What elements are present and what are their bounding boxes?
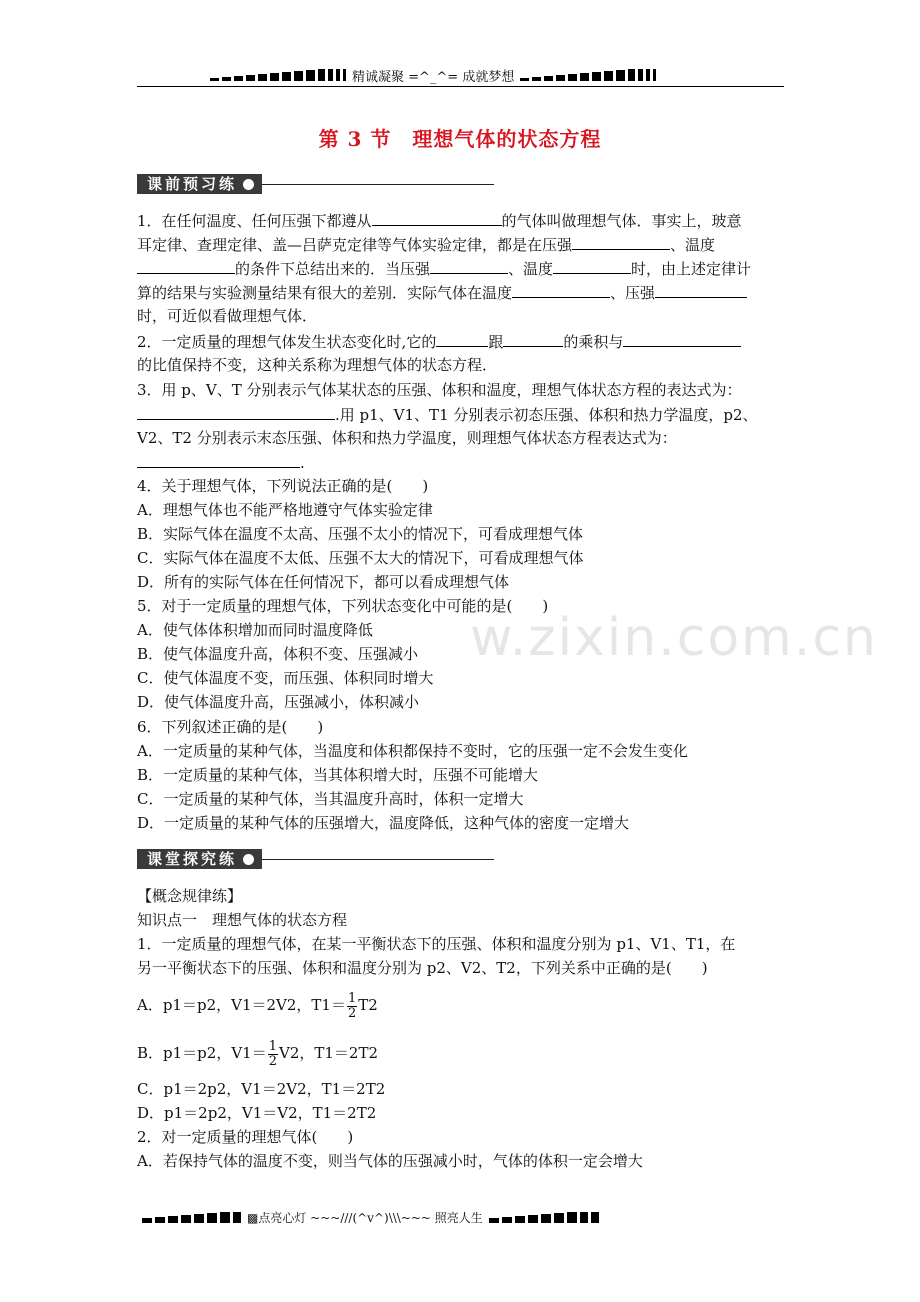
- option-line: A．p1＝p2，V1＝2V2，T1＝ $\frac{1}{2}$ T2: [137, 990, 378, 1021]
- question-line: 5．对于一定质量的理想气体，下列状态变化中可能的是( ): [137, 597, 549, 615]
- section-banner-class: [137, 848, 494, 870]
- header-left-blocks: [210, 69, 346, 81]
- question-line: .用 p1、V1、T1 分别表示初态压强、体积和热力学温度，p2、: [137, 402, 787, 427]
- option-line: C．使气体温度不变，而压强、体积同时增大: [137, 669, 434, 687]
- bullet-icon: [243, 179, 254, 190]
- section-banner-preview: [137, 173, 494, 195]
- header-right-blocks: [520, 69, 656, 81]
- question-line: 3．用 p、V、T 分别表示气体某状态的压强、体积和温度，理想气体状态方程的表达式为：: [137, 381, 742, 399]
- footer-text: ▩点亮心灯 ~~~///(^v^)\\\~~~ 照亮人生: [247, 1210, 483, 1225]
- watermark: w.zixin.com.cn: [470, 608, 878, 668]
- footer-left-blocks: [142, 1212, 241, 1223]
- question-line: 耳定律、查理定律、盖—吕萨克定律等气体实验定律，都是在压强 、温度: [137, 232, 787, 257]
- header-rule: [137, 86, 784, 87]
- question-line: 算的结果与实验测量结果有很大的差别．实际气体在温度 、压强: [137, 280, 787, 305]
- banner-rule: [262, 184, 494, 185]
- option-line: B．一定质量的某种气体，当其体积增大时，压强不可能增大: [137, 766, 539, 784]
- question-line: 1．一定质量的理想气体，在某一平衡状态下的压强、体积和温度分别为 p1、V1、T1，在: [137, 935, 736, 953]
- question-line: 2．对一定质量的理想气体( ): [137, 1128, 354, 1146]
- question-line: 时，可近似看做理想气体．: [137, 307, 318, 325]
- question-line: .: [137, 450, 787, 475]
- subheading: 【概念规律练】: [137, 887, 243, 905]
- section-label: 课堂探究练: [147, 850, 238, 868]
- option-line: A．一定质量的某种气体，当温度和体积都保持不变时，它的压强一定不会发生变化: [137, 742, 688, 760]
- fraction: $\frac{1}{2}$: [347, 990, 357, 1021]
- question-line: 的条件下总结出来的．当压强 、温度 时，由上述定律计: [137, 256, 787, 281]
- option-line: D．所有的实际气体在任何情况下，都可以看成理想气体: [137, 573, 510, 591]
- option-line: A．使气体体积增加而同时温度降低: [137, 621, 373, 639]
- banner-rule: [262, 859, 494, 860]
- fraction: $\frac{1}{2}$: [268, 1038, 277, 1069]
- page-title: 第 3 节 理想气体的状态方程: [318, 127, 602, 151]
- knowledge-point: 知识点一 理想气体的状态方程: [137, 911, 348, 929]
- question-line: V2、T2 分别表示末态压强、体积和热力学温度，则理想气体状态方程表达式为：: [137, 429, 677, 447]
- option-line: C．实际气体在温度不太低、压强不太大的情况下，可看成理想气体: [137, 549, 584, 567]
- question-line: 6．下列叙述正确的是( ): [137, 718, 324, 736]
- header-text: 精诚凝聚 =^_^= 成就梦想: [352, 69, 515, 85]
- option-line: D．使气体温度升高，压强减小，体积减小: [137, 693, 420, 711]
- option-line: C．一定质量的某种气体，当其温度升高时，体积一定增大: [137, 790, 524, 808]
- question-line: 1．在任何温度、任何压强下都遵从 的气体叫做理想气体．事实上，玻意: [137, 208, 787, 233]
- question-line: 2．一定质量的理想气体发生状态变化时,它的 跟 的乘积与: [137, 329, 787, 354]
- option-line: C．p1＝2p2，V1＝2V2，T1＝2T2: [137, 1080, 386, 1098]
- option-line: B．实际气体在温度不太高、压强不太小的情况下，可看成理想气体: [137, 525, 584, 543]
- question-line: 的比值保持不变，这种关系称为理想气体的状态方程．: [137, 356, 498, 374]
- page-footer: [142, 1208, 599, 1226]
- option-line: B．p1＝p2，V1＝ $\frac{1}{2}$ V2，T1＝2T2: [137, 1038, 379, 1069]
- option-line: D．p1＝2p2，V1＝V2，T1＝2T2: [137, 1104, 377, 1122]
- footer-right-blocks: [489, 1212, 599, 1223]
- option-line: A．若保持气体的温度不变，则当气体的压强减小时，气体的体积一定会增大: [137, 1152, 643, 1170]
- question-line: 4．关于理想气体，下列说法正确的是( ): [137, 477, 429, 495]
- question-line: 另一平衡状态下的压强、体积和温度分别为 p2、V2、T2，下列关系中正确的是( ): [137, 959, 708, 977]
- bullet-icon: [243, 854, 254, 865]
- section-label: 课前预习练: [147, 175, 238, 193]
- option-line: A．理想气体也不能严格地遵守气体实验定律: [137, 501, 433, 519]
- option-line: D．一定质量的某种气体的压强增大，温度降低，这种气体的密度一定增大: [137, 814, 630, 832]
- page-header: [210, 66, 656, 84]
- option-line: B．使气体温度升高，体积不变、压强减小: [137, 645, 419, 663]
